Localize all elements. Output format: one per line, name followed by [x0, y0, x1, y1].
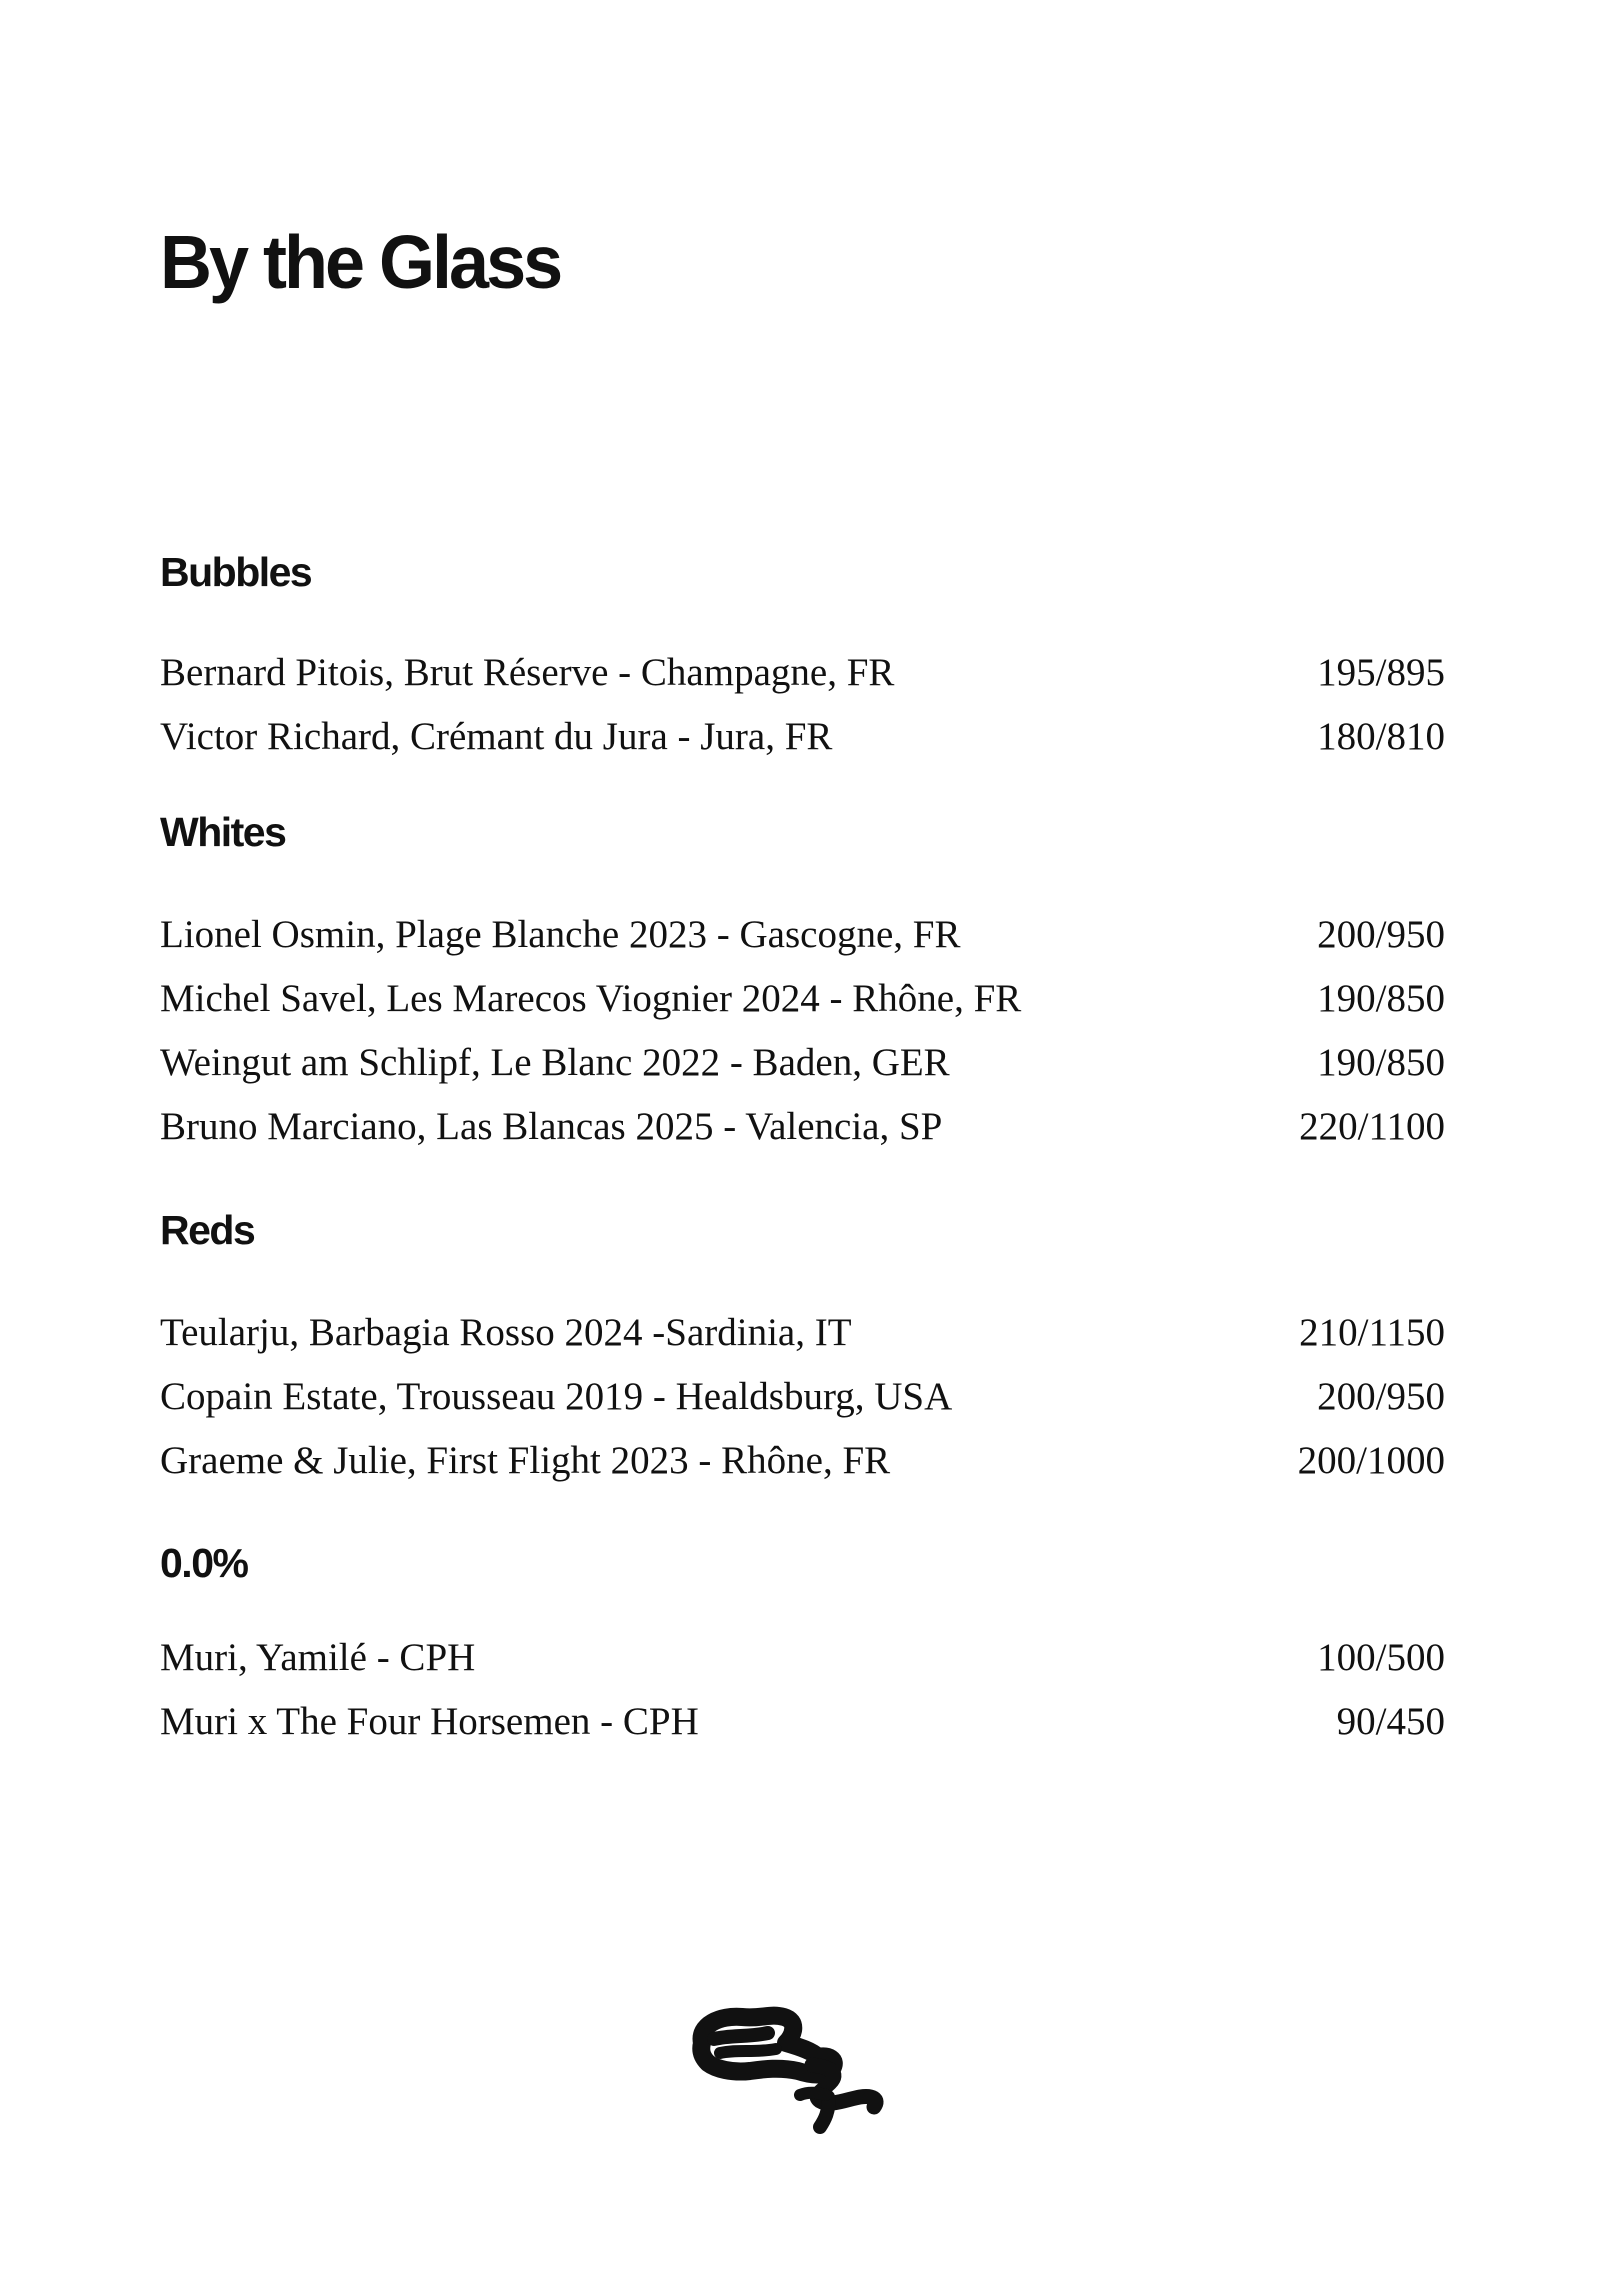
wine-name: Teularju, Barbagia Rosso 2024 -Sardinia, IT: [160, 1311, 852, 1354]
wine-item: [160, 1690, 1445, 1754]
wine-price: 190/850: [1317, 977, 1445, 1020]
wine-name: Graeme & Julie, First Flight 2023 - Rhône, FR: [160, 1439, 891, 1482]
wine-name: Weingut am Schlipf, Le Blanc 2022 - Baden, GER: [160, 1041, 950, 1084]
section-heading: Whites: [160, 809, 286, 855]
wine-name: Muri x The Four Horsemen - CPH: [160, 1700, 699, 1743]
wine-name: Muri, Yamilé - CPH: [160, 1636, 476, 1679]
wine-item: [160, 1031, 1445, 1095]
wine-name: Lionel Osmin, Plage Blanche 2023 - Gascogne, FR: [160, 913, 961, 956]
section-heading: Bubbles: [160, 549, 312, 595]
section-heading: 0.0%: [160, 1540, 248, 1586]
wine-list: [160, 1626, 1445, 1754]
wine-price: 190/850: [1317, 1041, 1445, 1084]
wine-price: 180/810: [1317, 715, 1445, 758]
wine-list: [160, 903, 1445, 1159]
section-reds: [160, 1207, 1445, 1493]
wine-name: Victor Richard, Crémant du Jura - Jura, FR: [160, 715, 833, 758]
wine-price: 195/895: [1317, 651, 1445, 694]
wine-item: [160, 903, 1445, 967]
wine-item: [160, 1301, 1445, 1365]
wine-list: [160, 641, 1445, 769]
wine-name: Michel Savel, Les Marecos Viognier 2024 - Rhône, FR: [160, 977, 1022, 1020]
wine-name: Bernard Pitois, Brut Réserve - Champagne, FR: [160, 651, 895, 694]
wine-price: 100/500: [1317, 1636, 1445, 1679]
wine-price: 200/950: [1317, 1375, 1445, 1418]
wine-price: 220/1100: [1299, 1105, 1445, 1148]
wine-name: Copain Estate, Trousseau 2019 - Healdsburg, USA: [160, 1375, 953, 1418]
wine-item: [160, 1429, 1445, 1493]
wine-price: 200/1000: [1297, 1439, 1445, 1482]
wine-item: [160, 1626, 1445, 1690]
wine-item: [160, 641, 1445, 705]
wine-item: [160, 967, 1445, 1031]
wine-price: 200/950: [1317, 913, 1445, 956]
wine-price: 210/1150: [1299, 1311, 1445, 1354]
section-non-alcoholic: [160, 1540, 1445, 1754]
page-title: By the Glass: [160, 220, 561, 305]
wine-name: Bruno Marciano, Las Blancas 2025 - Valencia, SP: [160, 1105, 943, 1148]
wine-price: 90/450: [1336, 1700, 1445, 1743]
scribble-logo-icon: [680, 1995, 930, 2145]
wine-item: [160, 1365, 1445, 1429]
section-whites: [160, 809, 1445, 1159]
section-heading: Reds: [160, 1207, 255, 1253]
section-bubbles: [160, 549, 1445, 769]
wine-item: [160, 705, 1445, 769]
wine-list: [160, 1301, 1445, 1493]
wine-item: [160, 1095, 1445, 1159]
